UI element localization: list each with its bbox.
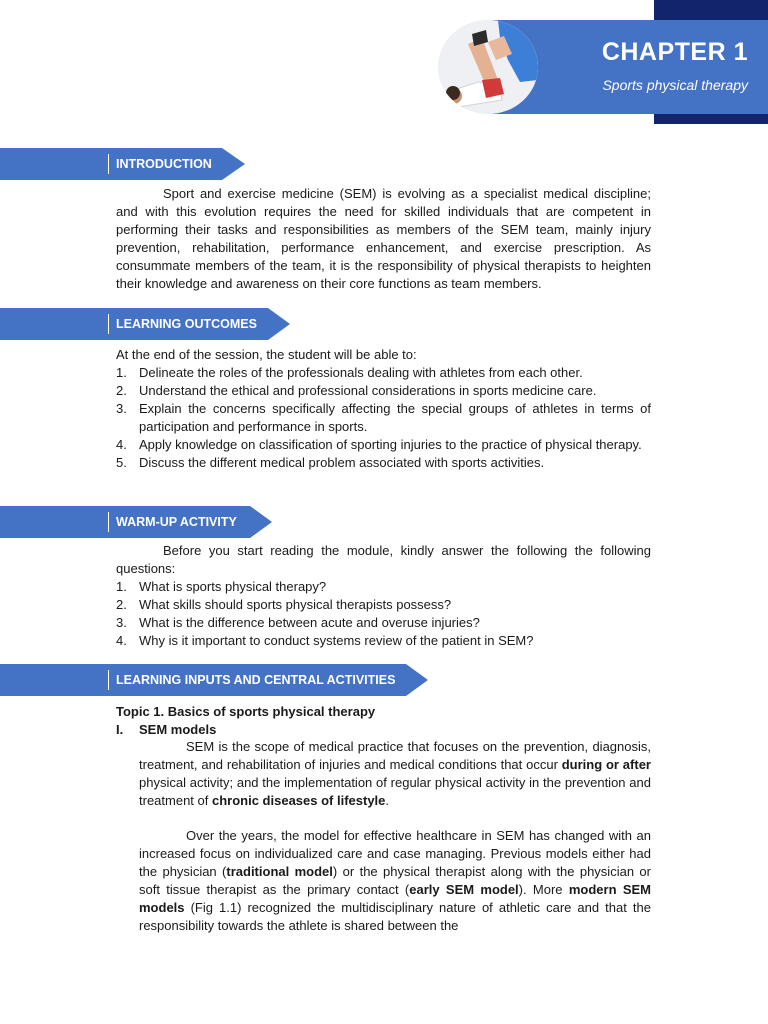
list-item: 1. What is sports physical therapy?	[116, 579, 327, 594]
section-header-learning-inputs	[0, 664, 428, 696]
section-label: LEARNING INPUTS AND CENTRAL ACTIVITIES	[108, 670, 395, 690]
chapter-title: CHAPTER 1	[601, 38, 748, 66]
topic-title: Topic 1. Basics of sports physical therapy	[116, 704, 376, 719]
section-header-learning-outcomes	[0, 308, 290, 340]
sem-models-paragraph-1: SEM is the scope of medical practice that focuses on the prevention, diagnosis, treatment, and rehabilitation of injuries and medical conditions that occur during or after physical activity; and the implementation of regular physical activity in the prevention and treatment of chronic diseases of lifestyle.	[139, 739, 651, 808]
list-item: 4. Apply knowledge on classification of sporting injuries to the practice of physical therapy.	[116, 437, 642, 452]
outcomes-intro: At the end of the session, the student will be able to:	[116, 347, 417, 362]
therapy-photo	[438, 20, 538, 114]
list-item: 2. What skills should sports physical therapists possess?	[116, 597, 452, 612]
list-item: 4. Why is it important to conduct systems review of the patient in SEM?	[116, 633, 534, 648]
list-item: 2. Understand the ethical and professional considerations in sports medicine care.	[116, 383, 597, 398]
introduction-paragraph: Sport and exercise medicine (SEM) is evolving as a specialist medical discipline; and with this evolution requires the need for skilled individuals that are competent in performing their tasks and responsibilities as members of the SEM team, mainly injury prevention, rehabilitation, performance enhancement, and exercise prescription. As consummate members of the team, it is the responsibility of physical therapists to heighten their knowledge and awareness on their core functions as team members.	[116, 186, 651, 291]
subsection-number: I.	[116, 722, 124, 737]
section-label: INTRODUCTION	[108, 154, 212, 174]
chapter-subtitle: Sports physical therapy	[602, 77, 748, 93]
sem-models-paragraph-2: Over the years, the model for effective healthcare in SEM has changed with an increased focus on individualized care and case managing. Previous models either had the physician (traditional model) or the physical therapist along with the physician or soft tissue therapist as the primary contact (early SEM model). More modern SEM models (Fig 1.1) recognized the multidisciplinary nature of athletic care and that the responsibility towards the athlete is shared between the	[139, 828, 651, 933]
list-item: 3. What is the difference between acute and overuse injuries?	[116, 615, 480, 630]
outcomes-list	[116, 364, 651, 472]
section-header-introduction	[0, 148, 245, 180]
section-label: WARM-UP ACTIVITY	[108, 512, 237, 532]
subsection-title: SEM models	[139, 722, 217, 737]
list-item: 5. Discuss the different medical problem associated with sports activities.	[116, 455, 545, 470]
section-label: LEARNING OUTCOMES	[108, 314, 257, 334]
list-item: 3. Explain the concerns specifically affecting the special groups of athletes in terms of participation and performance in sports.	[116, 401, 651, 434]
list-item: 1. Delineate the roles of the professionals dealing with athletes from each other.	[116, 365, 583, 380]
warm-up-questions	[116, 578, 651, 650]
warm-up-intro: Before you start reading the module, kindly answer the following the following questions:	[116, 543, 651, 576]
section-header-warm-up	[0, 506, 272, 538]
